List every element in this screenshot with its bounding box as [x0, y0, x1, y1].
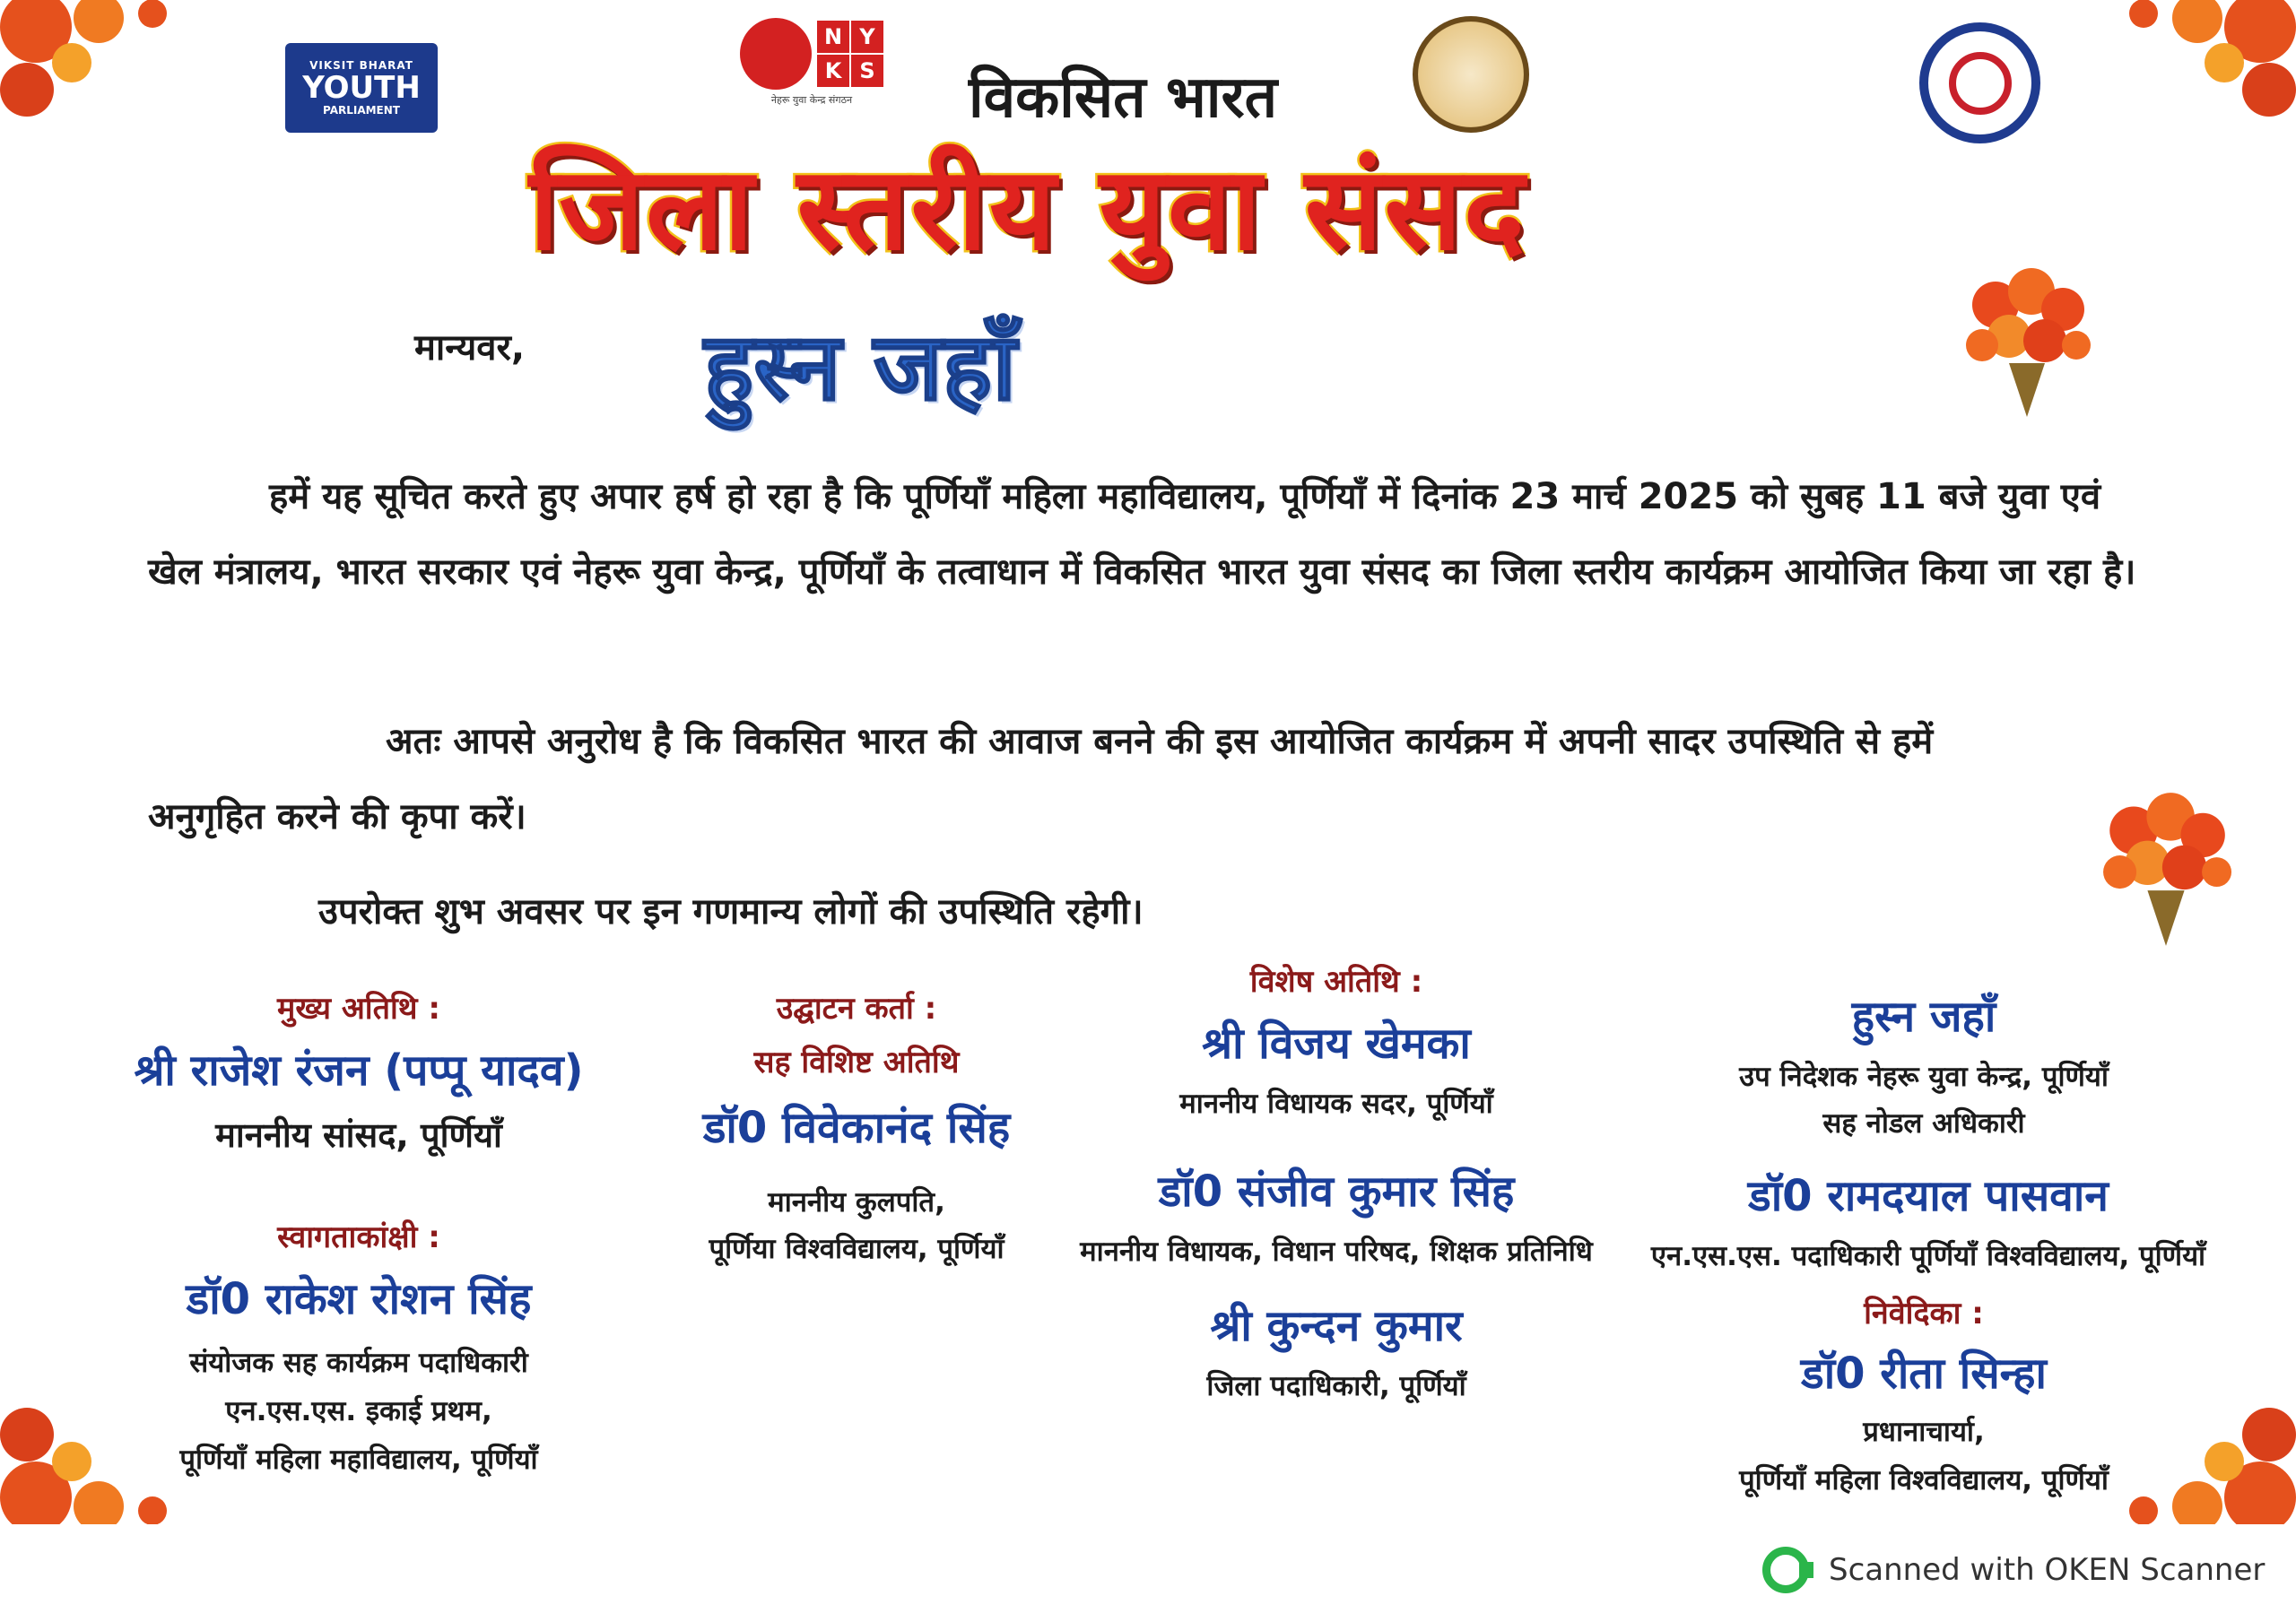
inaugurator-desc-1: माननीय कुलपति,: [768, 1186, 945, 1219]
corner-flowers-top-left: [0, 0, 233, 152]
special-guest-block: [1067, 959, 1605, 1122]
nss-wheel-icon: [1949, 52, 2012, 115]
oken-scanner-icon: [1762, 1547, 1809, 1593]
nss-officer-name: डॉ0 रामदयाल पासवान: [1748, 1171, 2109, 1221]
nyks-letter-y: Y: [851, 21, 883, 53]
nyks-emblem-icon: [740, 18, 812, 90]
body-paragraph-1: हमें यह सूचित करते हुए अपार हर्ष हो रहा है कि पूर्णियाँ महिला महाविद्यालय, पूर्णियाँ में दिनांक 23 मार्च 2025 को सुबह 11 बजे युवा एवं खेल मंत्रालय, भारत सरकार एवं नेहरू युवा केन्द्र, पूर्णियाँ के तत्वाधान में विकसित भारत युवा संसद का जिला स्तरीय कार्यक्रम आयोजित किया जा रहा है।: [148, 476, 2136, 593]
nss-logo: [1919, 22, 2040, 143]
deputy-director-block: [1632, 986, 2215, 1141]
yp-logo-line2: YOUTH: [302, 70, 421, 106]
corner-flowers-top-right: [2063, 0, 2296, 152]
chief-guest-name: श्री राजेश रंजन (पप्पू यादव): [134, 1045, 584, 1096]
nss-officer-block: [1623, 1166, 2233, 1274]
nyks-letter-n: N: [817, 21, 849, 53]
youth-parliament-logo: [285, 43, 438, 133]
nyks-tagline: नेहरू युवा केन्द्र संगठन: [770, 94, 853, 106]
chief-guest-role: मुख्य अतिथि :: [277, 991, 440, 1027]
dm-name: श्री कुन्दन कुमार: [1210, 1301, 1463, 1351]
deputy-director-name: हुस्न जहाँ: [1851, 992, 1996, 1042]
nyks-logo: [740, 18, 883, 108]
scanner-text: Scanned with OKEN Scanner: [1829, 1552, 2266, 1588]
university-seal-logo: [1413, 16, 1529, 133]
deputy-director-desc-1: उप निदेशक नेहरू युवा केन्द्र, पूर्णियाँ: [1739, 1061, 2109, 1093]
body-paragraph-2: अतः आपसे अनुरोध है कि विकसित भारत की आवाज बनने की इस आयोजित कार्यक्रम में अपनी सादर उपस्थिति से हमें अनुगृहित करने की कृपा करें।: [148, 721, 1934, 837]
yp-logo-line3: PARLIAMENT: [323, 104, 400, 117]
inaugurator-block: [646, 986, 1067, 1267]
header-title: जिला स्तरीय युवा संसद: [529, 143, 1526, 276]
inaugurator-role: उद्घाटन कर्ता :: [776, 991, 937, 1027]
special-guest-desc: माननीय विधायक सदर, पूर्णियाँ: [1179, 1088, 1493, 1120]
dm-block: [1067, 1296, 1605, 1404]
requester-block: [1632, 1291, 2215, 1498]
mlc-block: [1058, 1161, 1614, 1270]
special-guest-role: विशेष अतिथि :: [1249, 964, 1423, 1000]
yp-logo-line1: VIKSIT BHARAT: [309, 59, 413, 72]
requester-desc-2: पूर्णियाँ महिला विश्वविद्यालय, पूर्णियाँ: [1739, 1464, 2109, 1496]
welcomer-name: डॉ0 राकेश रोशन सिंह: [186, 1274, 532, 1324]
welcomer-desc-2: एन.एस.एस. इकाई प्रथम,: [225, 1395, 492, 1427]
inaugurator-name: डॉ0 विवेकानंद सिंह: [702, 1103, 1011, 1153]
inaugurator-desc-2: पूर्णिया विश्वविद्यालय, पूर्णियाँ: [709, 1233, 1004, 1265]
welcomer-block: [99, 1215, 619, 1478]
welcomer-desc-3: पूर्णियाँ महिला महाविद्यालय, पूर्णियाँ: [179, 1444, 538, 1476]
bouquet-icon: [1955, 265, 2099, 421]
requester-desc-1: प्रधानाचार्या,: [1863, 1416, 1985, 1448]
requester-name: डॉ0 रीता सिन्हा: [1801, 1349, 2047, 1399]
nyks-letter-k: K: [817, 55, 849, 87]
guest-name: हुस्न जहाँ: [704, 312, 1017, 421]
mlc-desc: माननीय विधायक, विधान परिषद, शिक्षक प्रतिनिधि: [1080, 1236, 1593, 1268]
nyks-letter-s: S: [851, 55, 883, 87]
salutation: मान्यवर,: [414, 327, 526, 369]
scanner-watermark: [1762, 1547, 2265, 1593]
deputy-director-desc-2: सह नोडल अधिकारी: [1822, 1107, 2025, 1140]
special-guest-name: श्री विजय खेमका: [1202, 1019, 1471, 1069]
chief-guest-desc: माननीय सांसद, पूर्णियाँ: [215, 1115, 502, 1155]
body-paragraph-3: उपरोक्त शुभ अवसर पर इन गणमान्य लोगों की उपस्थिति रहेगी।: [318, 891, 1144, 932]
bouquet-icon: [2090, 789, 2242, 950]
chief-guest-block: [99, 986, 619, 1158]
mlc-name: डॉ0 संजीव कुमार सिंह: [1158, 1167, 1515, 1217]
inaugurator-role-2: सह विशिष्ट अतिथि: [753, 1045, 960, 1080]
welcomer-role: स्वागताकांक्षी :: [277, 1219, 440, 1255]
header-subtitle: विकसित भारत: [969, 64, 1278, 131]
requester-role: निवेदिका :: [1864, 1296, 1984, 1331]
dm-desc: जिला पदाधिकारी, पूर्णियाँ: [1206, 1370, 1466, 1402]
welcomer-desc-1: संयोजक सह कार्यक्रम पदाधिकारी: [189, 1347, 528, 1379]
nss-officer-desc: एन.एस.एस. पदाधिकारी पूर्णियाँ विश्वविद्यालय, पूर्णियाँ: [1650, 1240, 2206, 1272]
